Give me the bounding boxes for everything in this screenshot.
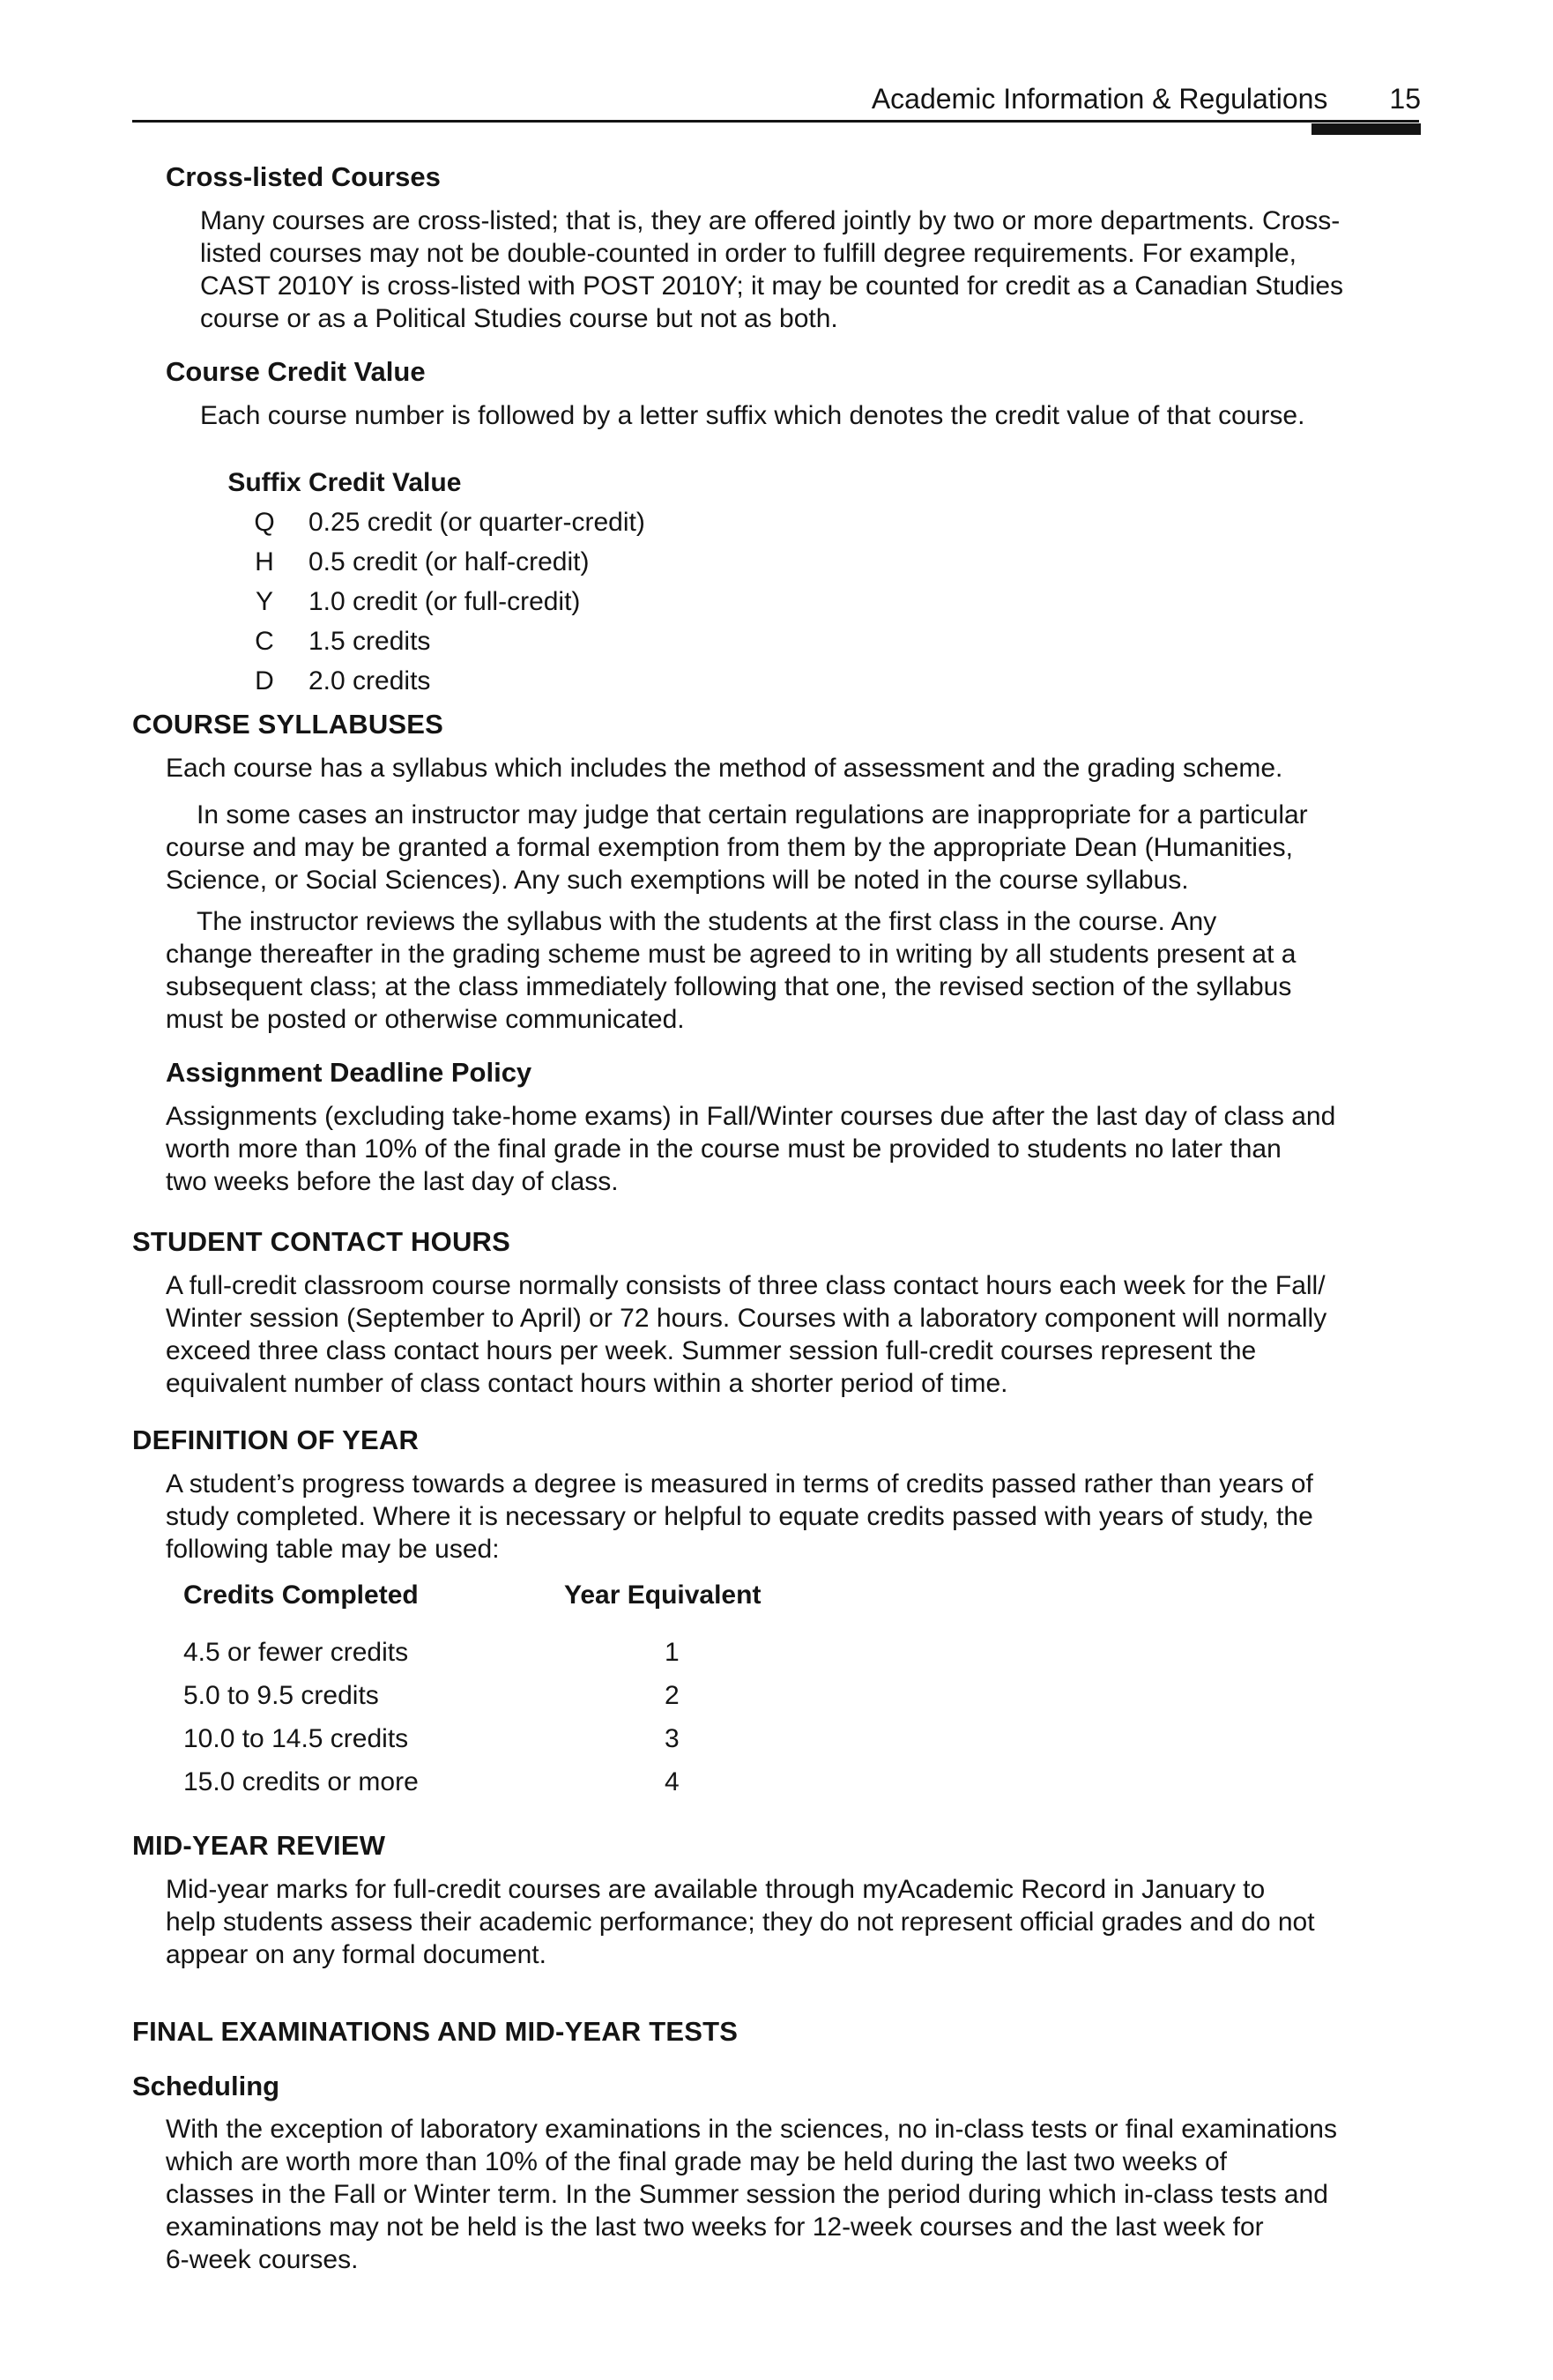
page-number: 15 <box>1389 83 1421 115</box>
deadline-policy-paragraph <box>166 1100 1444 1198</box>
text-line: two weeks before the last day of class. <box>166 1167 619 1196</box>
year-cell: 2 <box>665 1681 680 1710</box>
table-row <box>220 661 749 701</box>
text-line: listed courses may not be double-counted in order to fulfill degree requirements. For example, <box>200 239 1297 268</box>
year-cell: 1 <box>665 1638 680 1667</box>
credit-value-paragraph: Each course number is followed by a letter suffix which denotes the credit value of that course. <box>200 401 1305 430</box>
mid-year-review-heading: MID-YEAR REVIEW <box>132 1830 386 1861</box>
final-exams-heading: FINAL EXAMINATIONS AND MID-YEAR TESTS <box>132 2016 739 2047</box>
text-line: worth more than 10% of the final grade in the course must be provided to students no later than <box>166 1134 1282 1164</box>
header-section-title: Academic Information & Regulations <box>871 83 1328 115</box>
table-row <box>183 1674 929 1717</box>
deadline-policy-heading: Assignment Deadline Policy <box>166 1057 532 1088</box>
text-line: course and may be granted a formal exemption from them by the appropriate Dean (Humanities, <box>166 833 1293 862</box>
definition-of-year-paragraph <box>166 1468 1444 1566</box>
credits-cell: 5.0 to 9.5 credits <box>183 1681 379 1710</box>
syllabuses-paragraph-1: Each course has a syllabus which includes the method of assessment and the grading scheme. <box>166 754 1283 783</box>
credits-cell: 4.5 or fewer credits <box>183 1638 409 1667</box>
text-line: study completed. Where it is necessary or helpful to equate credits passed with years of study, the <box>166 1502 1313 1531</box>
text-line: A student’s progress towards a degree is measured in terms of credits passed rather than years of <box>166 1469 1313 1499</box>
contact-hours-heading: STUDENT CONTACT HOURS <box>132 1226 510 1257</box>
table-row <box>183 1717 929 1760</box>
text-line: change thereafter in the grading scheme must be agreed to in writing by all students present at a <box>166 940 1297 969</box>
text-line: which are worth more than 10% of the final grade may be held during the last two weeks of <box>166 2147 1227 2176</box>
year-cell: 3 <box>665 1724 680 1753</box>
text-line: equivalent number of class contact hours within a shorter period of time. <box>166 1369 1008 1398</box>
header-rule <box>132 120 1419 123</box>
text-line: CAST 2010Y is cross-listed with POST 2010Y; it may be counted for credit as a Canadian Studies <box>200 271 1344 301</box>
text-line: With the exception of laboratory examinations in the sciences, no in-class tests or final examinations <box>166 2115 1337 2144</box>
column-header-year-equivalent: Year Equivalent <box>564 1580 762 1610</box>
header-tab-marker <box>1312 123 1421 135</box>
text-line: A full-credit classroom course normally consists of three class contact hours each week for the Fall/ <box>166 1271 1326 1300</box>
scheduling-heading: Scheduling <box>132 2071 280 2101</box>
credit-value-cell: 1.0 credit (or full-credit) <box>308 587 581 616</box>
text-line: The instructor reviews the syllabus with the students at the first class in the course. Any <box>197 907 1217 936</box>
credit-value-cell: 0.25 credit (or quarter-credit) <box>308 508 645 537</box>
cross-listed-paragraph <box>200 205 1478 335</box>
table-row <box>183 1631 929 1674</box>
text-line: Assignments (excluding take-home exams) in Fall/Winter courses due after the last day of class and <box>166 1102 1336 1131</box>
text-line: Many courses are cross-listed; that is, they are offered jointly by two or more departments. Cross- <box>200 206 1341 235</box>
text-line: examinations may not be held is the last two weeks for 12-week courses and the last week for <box>166 2213 1264 2242</box>
table-row <box>220 582 749 621</box>
text-line: exceed three class contact hours per week. Summer session full-credit courses represent the <box>166 1336 1257 1365</box>
text-line: appear on any formal document. <box>166 1940 546 1969</box>
contact-hours-paragraph <box>166 1269 1444 1400</box>
table-header-row <box>220 463 749 502</box>
table-row <box>220 621 749 661</box>
column-header-credit-value: Credit Value <box>308 468 462 497</box>
syllabuses-heading: COURSE SYLLABUSES <box>132 709 444 740</box>
scheduling-paragraph <box>166 2113 1444 2276</box>
cross-listed-heading: Cross-listed Courses <box>166 161 441 192</box>
credit-value-heading: Course Credit Value <box>166 356 426 387</box>
text-line: Science, or Social Sciences). Any such exemptions will be noted in the course syllabus. <box>166 866 1189 895</box>
suffix-cell: D <box>255 666 274 695</box>
suffix-cell: C <box>255 627 274 656</box>
column-header-suffix: Suffix <box>227 468 301 497</box>
text-line: must be posted or otherwise communicated. <box>166 1005 685 1034</box>
suffix-cell: Y <box>255 587 273 616</box>
text-line: following table may be used: <box>166 1535 500 1564</box>
text-line: In some cases an instructor may judge that certain regulations are inappropriate for a particular <box>197 800 1308 829</box>
year-cell: 4 <box>665 1767 680 1796</box>
column-header-credits-completed: Credits Completed <box>183 1580 419 1610</box>
text-line: help students assess their academic performance; they do not represent official grades and do not <box>166 1908 1315 1937</box>
suffix-cell: H <box>255 547 274 576</box>
text-line: subsequent class; at the class immediately following that one, the revised section of the syllabus <box>166 972 1292 1001</box>
syllabuses-paragraph-3 <box>166 905 1444 1036</box>
suffix-cell: Q <box>254 508 275 537</box>
year-equivalent-table <box>183 1578 929 1804</box>
text-line: classes in the Fall or Winter term. In the Summer session the period during which in-class tests and <box>166 2180 1328 2209</box>
credit-value-cell: 2.0 credits <box>308 666 431 695</box>
running-header <box>872 81 1421 116</box>
mid-year-review-paragraph <box>166 1873 1444 1971</box>
text-line: Winter session (September to April) or 72 hours. Courses with a laboratory component will normally <box>166 1304 1327 1333</box>
credit-value-cell: 0.5 credit (or half-credit) <box>308 547 590 576</box>
text-line: Mid-year marks for full-credit courses are available through myAcademic Record in January to <box>166 1875 1266 1904</box>
text-line: course or as a Political Studies course but not as both. <box>200 304 838 333</box>
table-row <box>183 1760 929 1804</box>
syllabuses-paragraph-2 <box>166 799 1444 896</box>
table-row <box>220 502 749 542</box>
definition-of-year-heading: DEFINITION OF YEAR <box>132 1424 420 1455</box>
credits-cell: 10.0 to 14.5 credits <box>183 1724 409 1753</box>
text-line: 6-week courses. <box>166 2245 359 2274</box>
credits-cell: 15.0 credits or more <box>183 1767 419 1796</box>
table-row <box>220 542 749 582</box>
table-header-row <box>183 1578 929 1631</box>
credit-value-cell: 1.5 credits <box>308 627 431 656</box>
credit-suffix-table <box>220 463 749 701</box>
